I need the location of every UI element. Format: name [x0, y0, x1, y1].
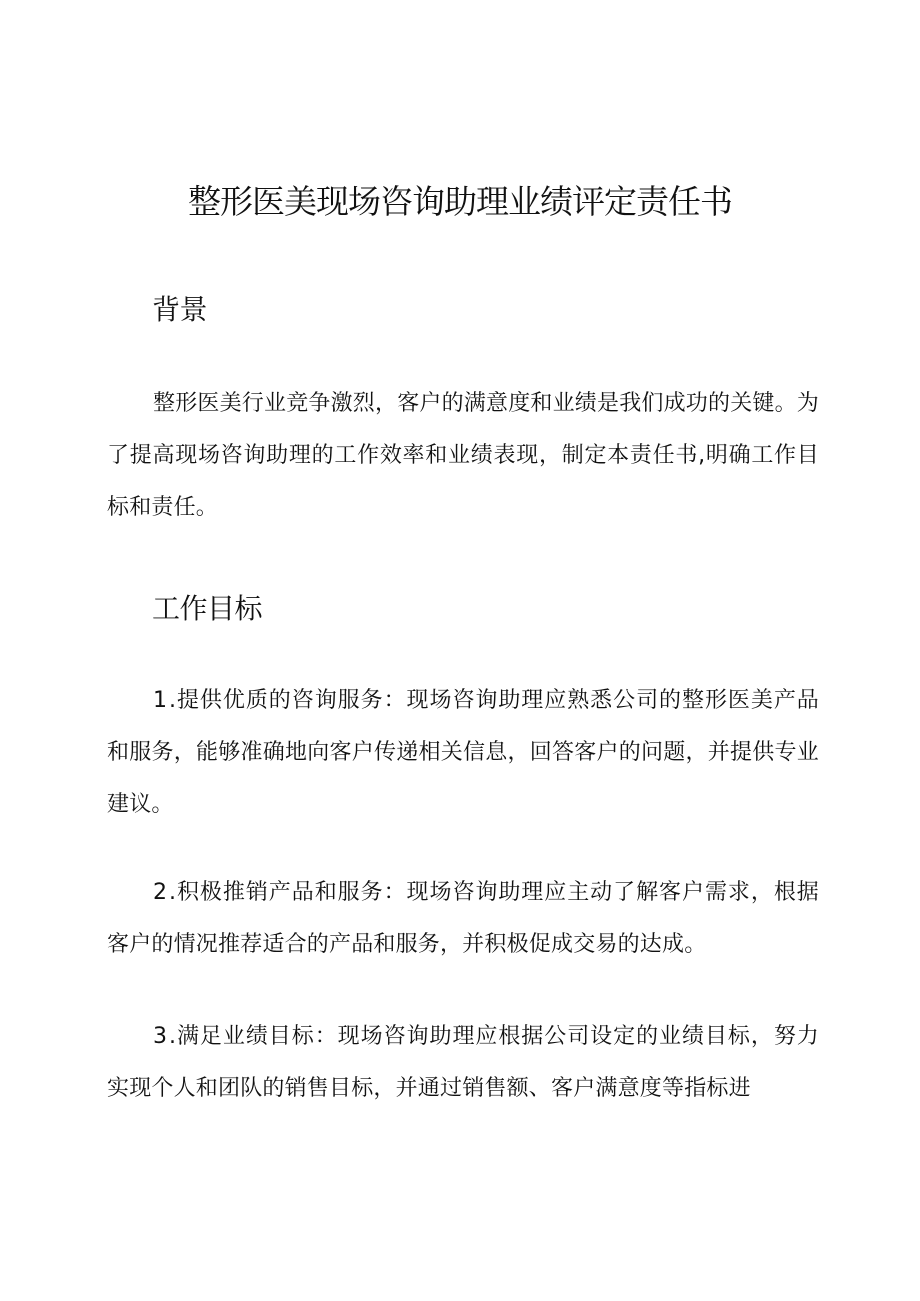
- goal-item-2-text: .积极推销产品和服务：现场咨询助理应主动了解客户需求，根据客户的情况推荐适合的产品和服务，并积极促成交易的达成。: [107, 880, 819, 957]
- goal-item-3: [107, 1011, 819, 1115]
- goal-item-3-number: 3: [153, 1024, 169, 1049]
- goal-item-2: [107, 867, 819, 971]
- background-paragraph: 整形医美行业竞争激烈，客户的满意度和业绩是我们成功的关键。为了提高现场咨询助理的工作效率和业绩表现，制定本责任书,明确工作目标和责任。: [107, 391, 820, 520]
- document-title: 整形医美现场咨询助理业绩评定责任书: [188, 182, 732, 221]
- section-heading-goals: 工作目标: [152, 592, 263, 625]
- goal-item-2-number: 2: [153, 880, 169, 905]
- goal-item-1-number: 1: [153, 688, 169, 713]
- goal-item-3-text: .满足业绩目标：现场咨询助理应根据公司设定的业绩目标，努力实现个人和团队的销售目标，并通过销售额、客户满意度等指标进: [107, 1024, 819, 1101]
- section-heading-background: 背景: [152, 293, 208, 326]
- goal-item-1-text: .提供优质的咨询服务：现场咨询助理应熟悉公司的整形医美产品和服务，能够准确地向客户传递相关信息，回答客户的问题，并提供专业建议。: [107, 688, 819, 817]
- goal-item-1: [107, 675, 819, 831]
